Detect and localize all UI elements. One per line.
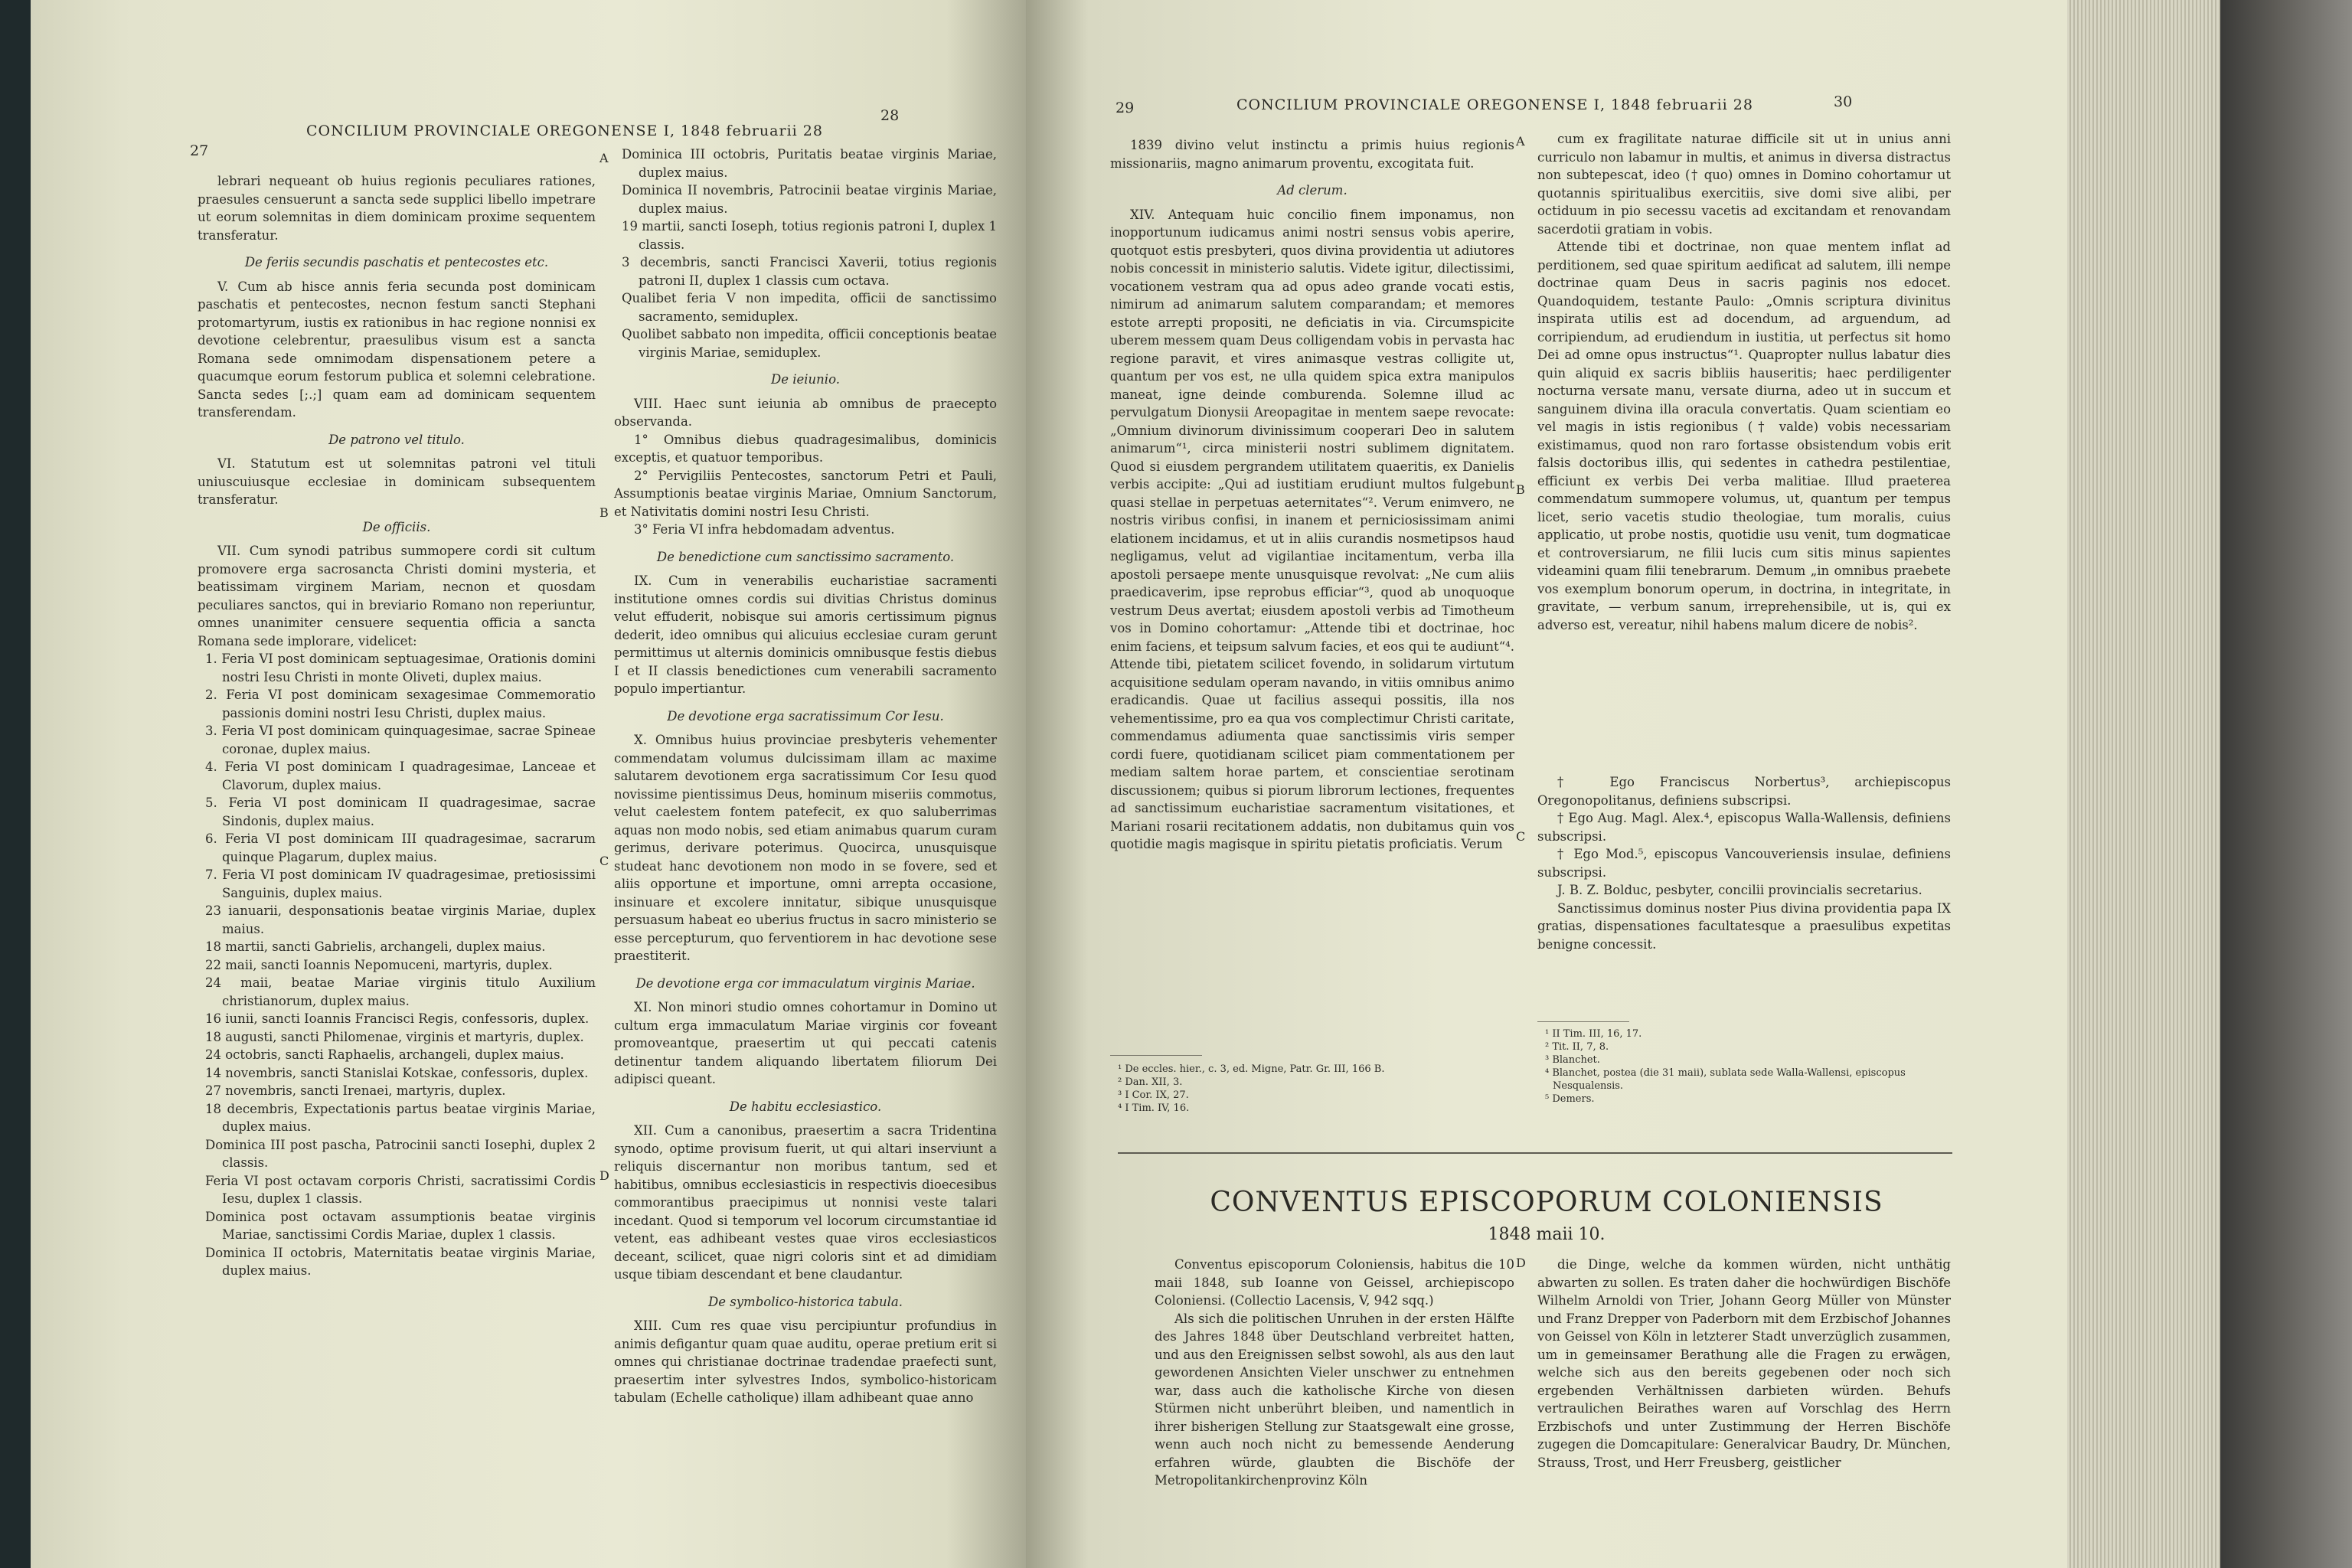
conventus-column-2 bbox=[1537, 1256, 1951, 1472]
signature-line: † Ego Aug. Magl. Alex.⁴, episcopus Walla-Wallensis, definiens subscripsi. bbox=[1537, 811, 1951, 844]
list-item: 18 martii, sancti Gabrielis, archangeli, duplex maius. bbox=[205, 939, 546, 954]
section-heading: De benedictione cum sanctissimo sacramento. bbox=[656, 549, 955, 564]
paragraph: XII. Cum a canonibus, praesertim a sacra Tridentina synodo, optime provisum fuerit, ut qui altari inserviunt a reliquis discernantur non moribus tantum, sed et habitibus, omnibus ecclesiasticis in respectivis dioecesibus commorantibus praecipimus ut nonnisi veste talari incedant. Quod si temporum vel locorum circumstantiae id vetent, eas adhibeant vestes quae viros ecclesiasticos deceant, scilicet, quae nigri coloris sint et ad dimidiam usque tibiam descendant et bene claudantur. bbox=[614, 1123, 997, 1282]
footnote: ³ I Cor. IX, 27. bbox=[1118, 1089, 1189, 1101]
desk-background-right bbox=[2220, 0, 2352, 1568]
list-item: 22 maii, sancti Ioannis Nepomuceni, martyris, duplex. bbox=[205, 957, 553, 972]
list-item: 16 iunii, sancti Ioannis Francisci Regis, confessoris, duplex. bbox=[205, 1011, 590, 1026]
footnote: ⁵ Demers. bbox=[1545, 1093, 1595, 1105]
list-item: 24 octobris, sancti Raphaelis, archangeli, duplex maius. bbox=[205, 1047, 564, 1062]
signature-line: Sanctissimus dominus noster Pius divina providentia papa IX gratias, dispensationes facultatesque a praesulibus expetitas benigne concessit. bbox=[1537, 900, 1951, 952]
list-item: Dominica III post pascha, Patrocinii sancti Iosephi, duplex 2 classis. bbox=[205, 1137, 596, 1170]
page-number: 28 bbox=[880, 107, 900, 124]
margin-letter: A bbox=[1516, 134, 1525, 149]
margin-letter: C bbox=[1516, 829, 1526, 844]
footnotes-column-2 bbox=[1542, 1027, 1948, 1106]
desk-background-left bbox=[0, 0, 31, 1568]
signature-block bbox=[1537, 773, 1951, 953]
paragraph: VI. Statutum est ut solemnitas patroni vel tituli uniuscuiusque ecclesiae in dominicam subsequentem transferatur. bbox=[198, 456, 596, 507]
list-item: Feria VI post octavam corporis Christi, sacratissimi Cordis Iesu, duplex 1 classis. bbox=[205, 1173, 596, 1206]
section-heading: De ieiunio. bbox=[771, 372, 840, 387]
list-item: Dominica post octavam assumptionis beatae virginis Mariae, sanctissimi Cordis Mariae, duplex 1 classis. bbox=[205, 1209, 596, 1242]
list-item: 3. Feria VI post dominicam quinquagesimae, sacrae Spineae coronae, duplex maius. bbox=[205, 724, 596, 756]
footnote: ³ Blanchet. bbox=[1545, 1054, 1600, 1066]
paragraph: XI. Non minori studio omnes cohortamur in Domino ut cultum erga immaculatum Mariae virginis cor foveant promoveantque, praesertim ut qui peccati catenis detinentur tandem aliquando libertatem filiorum Dei adipisci queant. bbox=[614, 1000, 997, 1086]
page-number: 30 bbox=[1834, 93, 1853, 110]
paragraph: cum ex fragilitate naturae difficile sit ut in unius anni curriculo non labamur in multis, et animus in diversa distractus non subtepescat, ideo († quo) omnes in Domino cohortamur ut quotannis spiritualibus exercitiis, sive domi sive alibi, per octiduum in pio secessu vacetis ad excitandam et renovandam sacerdotii gratiam in vobis. bbox=[1537, 132, 1951, 237]
paragraph: die Dinge, welche da kommen würden, nicht unthätig abwarten zu sollen. Es traten daher die hochwürdigen Bischöfe Wilhelm Arnoldi von Trier, Johann Georg Müller von Münster und Franz Drepper von Paderborn mit dem Erzbischof Johannes von Geissel von Köln in letzterer Stadt unverzüglich zusammen, um in gemeinsamer Berathung alle die Fragen zu erwägen, welche sich aus den bereits gegebenen oder noch sich ergebenden Verhältnissen darbieten würden. Behufs vertraulichen Beirathes waren auf Vorschlag des Herrn Erzbischofs und unter Zustimmung der Herren Bischöfe zugegen die Domcapitulare: Generalvicar Baudry, Dr. München, Strauss, Trost, und Herr Freusberg, geistlicher bbox=[1537, 1257, 1951, 1470]
footnote-rule bbox=[1110, 1055, 1202, 1056]
left-page-column-1 bbox=[198, 172, 596, 1280]
list-item: 2. Feria VI post dominicam sexagesimae Commemoratio passionis domini nostri Iesu Christi, duplex maius. bbox=[205, 688, 596, 720]
list-item: 24 maii, beatae Mariae virginis titulo Auxilium christianorum, duplex maius. bbox=[205, 975, 596, 1008]
left-page bbox=[31, 0, 1026, 1568]
section-date: 1848 maii 10. bbox=[1488, 1225, 1606, 1244]
list-item: Dominica II novembris, Patrocinii beatae virginis Mariae, duplex maius. bbox=[622, 183, 997, 216]
section-heading: De patrono vel titulo. bbox=[328, 432, 465, 447]
list-item: Dominica II octobris, Maternitatis beatae virginis Mariae, duplex maius. bbox=[205, 1245, 596, 1278]
margin-letter: D bbox=[599, 1168, 609, 1183]
list-item: Dominica III octobris, Puritatis beatae virginis Mariae, duplex maius. bbox=[622, 147, 997, 180]
footnote: ¹ II Tim. III, 16, 17. bbox=[1545, 1028, 1642, 1040]
paragraph: Als sich die politischen Unruhen in der ersten Hälfte des Jahres 1848 über Deutschland verbreitet hatten, und aus den Ereignissen selbst sowohl, als aus den laut gewordenen Ansichten Vieler unschwer zu entnehmen war, dass auch die katholische Kirche von diesen Stürmen nicht unberührt bleiben, und namentlich in ihrer bisherigen Stellung zur Staatsgewalt eine grosse, wenn auch noch nicht zu bemessende Aenderung erfahren würde, glaubten die Bischöfe der Metropolitankirchenprovinz Köln bbox=[1155, 1311, 1514, 1488]
list-item: 5. Feria VI post dominicam II quadragesimae, sacrae Sindonis, duplex maius. bbox=[205, 795, 596, 828]
margin-letter: B bbox=[599, 505, 609, 520]
list-item: Qualibet feria V non impedita, officii de sanctissimo sacramento, semiduplex. bbox=[622, 291, 997, 324]
list-item: 27 novembris, sancti Irenaei, martyris, duplex. bbox=[205, 1083, 506, 1098]
paragraph: XIV. Antequam huic concilio finem imponamus, non inopportunum iudicamus animi nostri sensus vobis aperire, quotquot estis presbyteri, quos divina providentia ut adiutores nobis concessit in ministerio salutis. Videte igitur, dilectissimi, vocationem vestram qua ad opus adeo grande vocati estis, nimirum ad animarum salutem comparandam; et memores estote arrepti propositi, ne deficiatis in via. Circumspicite uberem messem quam Deus colligendam vobis in pervasta hac regione paravit, et vires animasque vestras colligite ut, quantum per vos est, ne ulla quidem spica extra manipulos maneat, igne deinde comburenda. Solemne illud ac pervulgatum Dionysii Areopagitae in mentem saepe revocate: „Omnium divinorum divinissimum cooperari Deo in salutem animarum“¹, circa ministerii nostri sublimem dignitatem. Quod si eiusdem pergrandem utilitatem quaeritis, ex Danielis verbis accipite: „Qui ad iustitiam erudiunt multos fulgebunt quasi stellae in perpetuas aeternitates“². Verum enimvero, ne nostris viribus confisi, in inanem et perniciosissimam animi elationem incidamus, et ut in aliis curandis nosmetipsos haud negligamus, velut ad vigilantiae incitamentum, verba illa apostoli persaepe mente unusquisque revolvat: „Ne cum aliis praedicaverim, ipse reprobus efficiar“³, quod ab unoquoque vestrum Deus avertat; eiusdem apostoli verbis ad Timotheum vos in Domino cohortamur: „Attende tibi et doctrinae, hoc enim faciens, et teipsum salvum facies, et eos qui te audiunt“⁴. Attende tibi, pietatem scilicet fovendo, in solidarum virtutum acquisitione sedulam operam navando, in vitiis omnibus animo eradicandis. Quae ut facilius assequi possitis, illa nos vehementissime, pro ea qua vos complectimur Christi caritate, commendamus adiumenta quae sanctissimis viris semper cordi fuere, quotidianam scilicet piam commentationem per mediam saltem horae partem, et conscientiae serotinam discussionem; quibus si piorum librorum lectiones, frequentes ad sanctissimum eucharistiae sacramentum visitationes, et Mariani rosarii recitationem addatis, non dubitamus quin vos quotidie magis magisque in spiritu pietatis proficiatis. Verum bbox=[1110, 207, 1514, 851]
section-heading: De devotione erga sacratissimum Cor Iesu. bbox=[667, 708, 944, 724]
running-header: CONCILIUM PROVINCIALE OREGONENSE I, 1848 februarii 28 bbox=[1236, 96, 1753, 113]
footnote: ⁴ Blanchet, postea (die 31 maii), sublata sede Walla-Wallensi, episcopus Nesqualensis. bbox=[1545, 1067, 1906, 1092]
feast-list bbox=[198, 650, 596, 1280]
paragraph: 3° Feria VI infra hebdomadam adventus. bbox=[634, 522, 895, 537]
paragraph: 2° Pervigiliis Pentecostes, sanctorum Petri et Pauli, Assumptionis beatae virginis Mariae, Omnium Sanctorum, et Nativitatis domini nostri Iesu Christi. bbox=[614, 468, 997, 519]
paragraph: 1839 divino velut instinctu a primis huius regionis missionariis, magno animarum proventu, excogitata fuit. bbox=[1110, 138, 1514, 171]
list-item: 18 decembris, Expectationis partus beatae virginis Mariae, duplex maius. bbox=[205, 1101, 596, 1134]
paragraph: VIII. Haec sunt ieiunia ab omnibus de praecepto observanda. bbox=[614, 396, 997, 429]
list-item: 14 novembris, sancti Stanislai Kotskae, confessoris, duplex. bbox=[205, 1065, 589, 1080]
signature-line: † Ego Franciscus Norbertus³, archiepiscopus Oregonopolitanus, definiens subscripsi. bbox=[1537, 775, 1951, 808]
footnote: ² Dan. XII, 3. bbox=[1118, 1076, 1183, 1088]
list-item: 6. Feria VI post dominicam III quadragesimae, sacrarum quinque Plagarum, duplex maius. bbox=[205, 831, 596, 864]
footnote: ⁴ I Tim. IV, 16. bbox=[1118, 1102, 1190, 1114]
page-number: 27 bbox=[190, 142, 209, 159]
section-title: CONVENTUS EPISCOPORUM COLONIENSIS bbox=[1210, 1187, 1883, 1218]
section-heading: De devotione erga cor immaculatum virginis Mariae. bbox=[635, 975, 975, 991]
margin-letter: B bbox=[1516, 482, 1525, 497]
list-item: 23 ianuarii, desponsationis beatae virginis Mariae, duplex maius. bbox=[205, 903, 596, 936]
signature-line: † Ego Mod.⁵, episcopus Vancouveriensis insulae, definiens subscripsi. bbox=[1537, 847, 1951, 880]
list-item: 3 decembris, sancti Francisci Xaverii, totius regionis patroni II, duplex 1 classis cum octava. bbox=[622, 255, 997, 288]
list-item: 4. Feria VI post dominicam I quadragesimae, Lanceae et Clavorum, duplex maius. bbox=[205, 760, 596, 792]
footnote: ² Tit. II, 7, 8. bbox=[1545, 1041, 1609, 1053]
footnote-rule bbox=[1537, 1021, 1629, 1022]
section-divider bbox=[1118, 1152, 1952, 1154]
page-edges bbox=[2052, 0, 2236, 1568]
right-page-column-2 bbox=[1537, 130, 1951, 634]
margin-letter: A bbox=[599, 151, 609, 165]
right-page bbox=[1026, 0, 2067, 1568]
paragraph: 1° Omnibus diebus quadragesimalibus, dominicis exceptis, et quatuor temporibus. bbox=[614, 432, 997, 465]
paragraph: IX. Cum in venerabilis eucharistiae sacramenti institutione omnes cordis sui divitias Christus dominus velut effuderit, nobisque sui amoris certissimum pignus dederit, ideo omnibus qui alicuius ecclesiae curam gerunt permittimus ut alternis dominicis omnibusque festis diebus I et II classis benedictiones cum venerabili sacramento populo impertiantur. bbox=[614, 573, 997, 696]
paragraph: V. Cum ab hisce annis feria secunda post dominicam paschatis et pentecostes, necnon festum sancti Stephani protomartyrum, iustis ex rationibus in hac regione nonnisi ex devotione celebrentur, praesulibus visum est a sancta Romana sede omnimodam dispensationem petere a quacumque eorum festorum publica et solemni celebratione. Sancta sedes [;.;] quam eam ad dominicam sequentem transferendam. bbox=[198, 279, 596, 420]
margin-letter: C bbox=[599, 854, 609, 868]
section-heading: Ad clerum. bbox=[1277, 183, 1348, 198]
right-page-column-1 bbox=[1110, 136, 1514, 854]
paragraph: XIII. Cum res quae visu percipiuntur profundius in animis defigantur quam quae auditu, operae pretium erit si omnes qui christianae doctrinae tradendae praefecti sunt, praesertim inter sylvestres Indos, symbolico-historicam tabulam (Echelle catholique) illam adhibeant quae anno bbox=[614, 1318, 997, 1405]
list-item: 7. Feria VI post dominicam IV quadragesimae, pretiosissimi Sanguinis, duplex maius. bbox=[205, 867, 596, 900]
conventus-column-1 bbox=[1155, 1256, 1514, 1490]
list-item: 1. Feria VI post dominicam septuagesimae, Orationis domini nostri Iesu Christi in monte Oliveti, duplex maius. bbox=[205, 652, 596, 684]
footnote: ¹ De eccles. hier., c. 3, ed. Migne, Patr. Gr. III, 166 B. bbox=[1118, 1063, 1385, 1075]
signature-line: J. B. Z. Bolduc, pesbyter, concilii provincialis secretarius. bbox=[1557, 883, 1922, 897]
left-page-column-2 bbox=[614, 145, 997, 1407]
section-heading: De symbolico-historica tabula. bbox=[708, 1294, 903, 1309]
paragraph: Attende tibi et doctrinae, non quae mentem inflat ad perditionem, sed quae spiritum aedificat ad salutem, illi nempe doctrinae quam Deus in sacris paginis nos edocet. Quandoquidem, testante Paulo: „Omnis scriptura divinitus inspirata utilis est ad docendum, ad arguendum, ad corripiendum, ad erudiendum in iustitia, ut perfectus sit homo Dei ad omne opus instructus“¹. Quapropter nullus labatur dies quin aliquid ex sacris bibliis hauseritis; haec perdiligenter nocturna versate manu, versate diurna, adeo ut in succum et sanguinem divina illa oracula convertatis. Quam scientiam eo vel magis in istis regionibus († valde) vobis necessariam existimamus, quod non raro fortasse obsistendum vobis erit falsis doctoribus illis, qui sedentes in cathedra pestilentiae, efficiunt ex verbis Dei verba malitiae. Illud praeterea commendatum summopere volumus, ut, quantum per tempus licet, serio vacetis studio theologiae, tum moralis, cuius applicatio, ut probe nostis, quotidie usu venit, tum dogmaticae et controversiarum, ne filii lucis cum sitis minus sapientes videamini quam filii tenebrarum. Demum „in omnibus praebete vos exemplum bonorum operum, in doctrina, in integritate, in gravitate, — verbum sanum, irreprehensibile, ut is, qui ex adverso est, vereatur, nihil habens malum dicere de nobis². bbox=[1537, 240, 1951, 632]
feast-list bbox=[614, 145, 997, 361]
paragraph: X. Omnibus huius provinciae presbyteris vehementer commendatam volumus dulcissimam illam ac maxime salutarem devotionem erga sacratissimum Cor Iesu quod novissime pientissimus Deus, hominum miseriis commotus, velut caelestem fontem patefecit, ex quo saluberrimas aquas non modo nobis, sed etiam animabus quarum curam gerimus, derivare poterimus. Quocirca, unusquisque studeat hanc devotionem non modo in se fovere, sed et aliis opportune et importune, omni arrepta occasione, insinuare et excolere innitatur, sibique unusquisque persuasum habeat eo uberius fructus in sacro ministerio se esse percepturum, quo ferventiorem in hac devotione sese praestiterit. bbox=[614, 733, 997, 963]
paragraph: Conventus episcoporum Coloniensis, habitus die 10 maii 1848, sub Ioanne von Geissel, archiepiscopo Coloniensi. (Collectio Lacensis, V, 942 sqq.) bbox=[1155, 1257, 1514, 1308]
list-item: Quolibet sabbato non impedita, officii conceptionis beatae virginis Mariae, semiduplex. bbox=[622, 327, 997, 360]
running-header: CONCILIUM PROVINCIALE OREGONENSE I, 1848 februarii 28 bbox=[306, 122, 823, 139]
list-item: 18 augusti, sancti Philomenae, virginis et martyris, duplex. bbox=[205, 1029, 584, 1044]
section-heading: De officiis. bbox=[362, 519, 431, 534]
section-heading: De feriis secundis paschatis et pentecostes etc. bbox=[244, 255, 549, 270]
footnotes-column-1 bbox=[1115, 1063, 1513, 1115]
list-item: 19 martii, sancti Ioseph, totius regionis patroni I, duplex 1 classis. bbox=[622, 219, 997, 252]
page-number: 29 bbox=[1116, 100, 1135, 116]
margin-letter: D bbox=[1516, 1256, 1526, 1270]
section-heading: De habitu ecclesiastico. bbox=[729, 1099, 882, 1114]
paragraph: VII. Cum synodi patribus summopere cordi sit cultum promovere erga sacrosancta Christi domini mysteria, et beatissimam virginem Mariam, necnon et quosdam peculiares sanctos, qui in breviario Romano non reperiuntur, omnes unanimiter censuere sequentia officia a sancta Romana sede implorare, videlicet: bbox=[198, 544, 596, 648]
paragraph: lebrari nequeant ob huius regionis peculiares rationes, praesules censuerunt a sancta sede supplici libello impetrare ut eorum solemnitas in diem dominicam proxime sequentem transferatur. bbox=[198, 174, 596, 243]
